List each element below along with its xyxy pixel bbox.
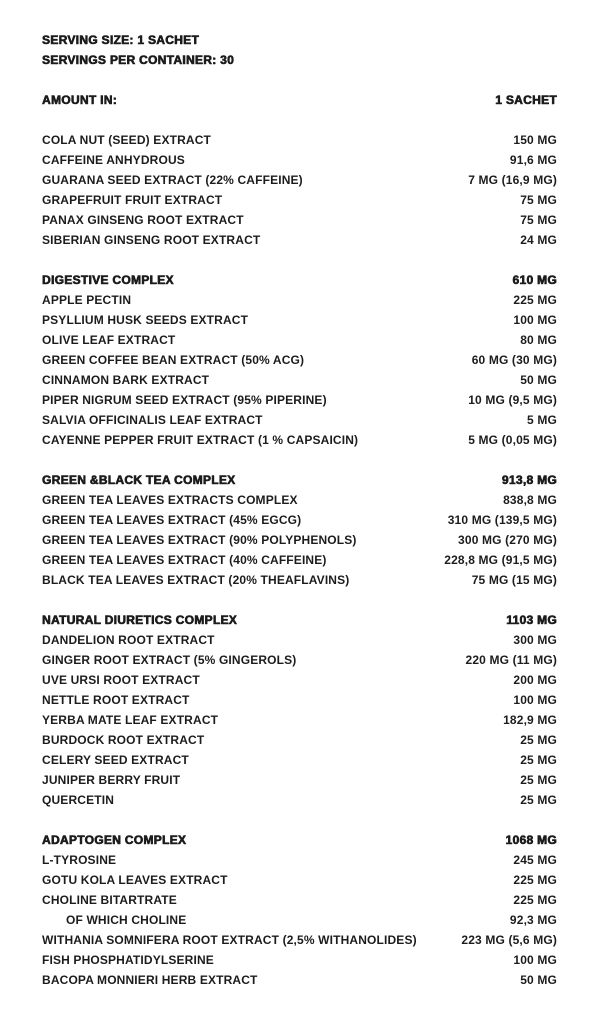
section-amount: 610 MG [512,273,557,287]
ingredient-amount: 25 MG [520,793,557,807]
ingredient-name: APPLE PECTIN [42,293,132,307]
section-amount: 1068 MG [505,833,557,847]
ingredient-name: NETTLE ROOT EXTRACT [42,693,190,707]
ingredient-row [42,770,557,790]
ingredient-name: GREEN TEA LEAVES EXTRACT (45% EGCG) [42,513,302,527]
ingredient-name: WITHANIA SOMNIFERA ROOT EXTRACT (2,5% WITHANOLIDES) [42,933,417,947]
ingredient-amount: 24 MG [520,233,557,247]
ingredient-row [42,330,557,350]
ingredient-name: SALVIA OFFICINALIS LEAF EXTRACT [42,413,263,427]
ingredient-amount: 75 MG (15 MG) [471,573,557,587]
ingredient-amount: 100 MG [513,693,557,707]
ingredient-row [42,570,557,590]
ingredient-name: GUARANA SEED EXTRACT (22% CAFFEINE) [42,173,303,187]
ingredient-name: PANAX GINSENG ROOT EXTRACT [42,213,244,227]
ingredient-row [42,190,557,210]
ingredient-row [42,730,557,750]
ingredient-amount: 75 MG [520,193,557,207]
ingredient-amount: 245 MG [513,853,557,867]
ingredient-section [42,270,557,450]
amount-in-column-label: AMOUNT IN: [42,93,117,107]
ingredient-name: COLA NUT (SEED) EXTRACT [42,133,212,147]
ingredient-row [42,790,557,810]
section-rows [42,290,557,450]
ingredient-row [42,870,557,890]
serving-size-text: SERVING SIZE: 1 SACHET [42,33,200,47]
ingredient-row [42,410,557,430]
ingredient-amount: 80 MG [520,333,557,347]
ingredient-section [42,830,557,990]
ingredient-name: GREEN TEA LEAVES EXTRACTS COMPLEX [42,493,298,507]
ingredient-name: BACOPA MONNIERI HERB EXTRACT [42,973,258,987]
ingredient-row [42,490,557,510]
ingredient-name: CHOLINE BITARTRATE [42,893,177,907]
ingredient-row [42,690,557,710]
ingredient-row [42,130,557,150]
ingredient-name: CINNAMON BARK EXTRACT [42,373,210,387]
ingredient-name: GOTU KOLA LEAVES EXTRACT [42,873,228,887]
ingredient-amount: 5 MG (0,05 MG) [468,433,557,447]
section-header-row [42,270,557,290]
ingredient-amount: 25 MG [520,773,557,787]
section-header-row [42,610,557,630]
section-amount: 913,8 MG [501,473,557,487]
ingredient-amount: 200 MG [513,673,557,687]
ingredient-amount: 225 MG [513,293,557,307]
ingredient-row [42,390,557,410]
section-name: ADAPTOGEN COMPLEX [42,833,187,847]
ingredient-amount: 838,8 MG [503,493,557,507]
ingredient-amount: 223 MG (5,6 MG) [461,933,557,947]
ingredient-sections [42,130,557,990]
section-amount: 1103 MG [506,613,557,627]
column-header-row [42,90,557,110]
section-rows [42,630,557,810]
ingredient-name: BLACK TEA LEAVES EXTRACT (20% THEAFLAVINS) [42,573,350,587]
ingredient-row [42,910,557,930]
ingredient-amount: 50 MG [520,373,557,387]
ingredient-row [42,950,557,970]
ingredient-row [42,850,557,870]
ingredient-name: OLIVE LEAF EXTRACT [42,333,176,347]
ingredient-row [42,230,557,250]
section-name: GREEN &BLACK TEA COMPLEX [42,473,236,487]
ingredient-amount: 220 MG (11 MG) [465,653,557,667]
ingredient-row [42,970,557,990]
ingredient-row [42,150,557,170]
ingredient-amount: 300 MG (270 MG) [458,533,557,547]
ingredient-amount: 25 MG [520,733,557,747]
ingredient-row [42,430,557,450]
ingredient-amount: 5 MG [527,413,557,427]
ingredient-section [42,610,557,810]
ingredient-row [42,210,557,230]
ingredient-row [42,310,557,330]
ingredient-row [42,890,557,910]
ingredient-name: YERBA MATE LEAF EXTRACT [42,713,219,727]
ingredient-row [42,630,557,650]
ingredient-amount: 182,9 MG [503,713,557,727]
ingredient-name: UVE URSI ROOT EXTRACT [42,673,200,687]
ingredient-row [42,750,557,770]
section-rows [42,850,557,990]
ingredient-name: BURDOCK ROOT EXTRACT [42,733,205,747]
ingredient-amount: 225 MG [513,893,557,907]
serving-info [42,30,557,70]
section-rows [42,490,557,590]
ingredient-row [42,650,557,670]
ingredient-name: GINGER ROOT EXTRACT (5% GINGEROLS) [42,653,297,667]
ingredient-row [42,550,557,570]
ingredient-amount: 228,8 MG (91,5 MG) [444,553,557,567]
ingredient-amount: 10 MG (9,5 MG) [468,393,557,407]
ingredient-name: GRAPEFRUIT FRUIT EXTRACT [42,193,223,207]
ingredient-row [42,170,557,190]
ingredient-row [42,710,557,730]
ingredient-row [42,350,557,370]
ingredient-name: L-TYROSINE [42,853,117,867]
section-header-row [42,830,557,850]
section-header-row [42,470,557,490]
serving-size-line [42,30,557,50]
ingredient-amount: 310 MG (139,5 MG) [447,513,557,527]
ingredient-amount: 300 MG [513,633,557,647]
ingredient-section [42,470,557,590]
ingredient-row [42,530,557,550]
ingredient-name: GREEN TEA LEAVES EXTRACT (40% CAFFEINE) [42,553,327,567]
ingredient-name: OF WHICH CHOLINE [66,913,187,927]
ingredient-name: JUNIPER BERRY FRUIT [42,773,181,787]
ingredient-amount: 91,6 MG [509,153,557,167]
ingredient-name: CELERY SEED EXTRACT [42,753,189,767]
ingredient-amount: 50 MG [520,973,557,987]
ingredient-row [42,510,557,530]
sachet-column-label: 1 SACHET [495,93,557,107]
ingredient-amount: 25 MG [520,753,557,767]
ingredient-name: FISH PHOSPHATIDYLSERINE [42,953,214,967]
ingredient-name: QUERCETIN [42,793,115,807]
ingredient-amount: 150 MG [513,133,557,147]
ingredient-name: SIBERIAN GINSENG ROOT EXTRACT [42,233,261,247]
ingredient-name: CAFFEINE ANHYDROUS [42,153,185,167]
ingredient-amount: 60 MG (30 MG) [471,353,557,367]
ingredient-section [42,130,557,250]
ingredient-amount: 225 MG [513,873,557,887]
ingredient-amount: 100 MG [513,953,557,967]
ingredient-row [42,370,557,390]
ingredient-amount: 92,3 MG [509,913,557,927]
ingredient-name: DANDELION ROOT EXTRACT [42,633,215,647]
ingredient-amount: 75 MG [520,213,557,227]
ingredient-amount: 100 MG [513,313,557,327]
ingredient-amount: 7 MG (16,9 MG) [468,173,557,187]
ingredient-row [42,930,557,950]
section-name: NATURAL DIURETICS COMPLEX [42,613,238,627]
ingredient-name: PSYLLIUM HUSK SEEDS EXTRACT [42,313,249,327]
servings-per-container-text: SERVINGS PER CONTAINER: 30 [42,53,235,67]
section-name: DIGESTIVE COMPLEX [42,273,174,287]
ingredient-name: GREEN TEA LEAVES EXTRACT (90% POLYPHENOLS) [42,533,357,547]
ingredient-name: GREEN COFFEE BEAN EXTRACT (50% ACG) [42,353,305,367]
section-rows [42,130,557,250]
servings-per-container-line [42,50,557,70]
ingredient-name: PIPER NIGRUM SEED EXTRACT (95% PIPERINE) [42,393,327,407]
ingredient-row [42,290,557,310]
ingredient-name: CAYENNE PEPPER FRUIT EXTRACT (1 % CAPSAICIN) [42,433,359,447]
ingredient-row [42,670,557,690]
